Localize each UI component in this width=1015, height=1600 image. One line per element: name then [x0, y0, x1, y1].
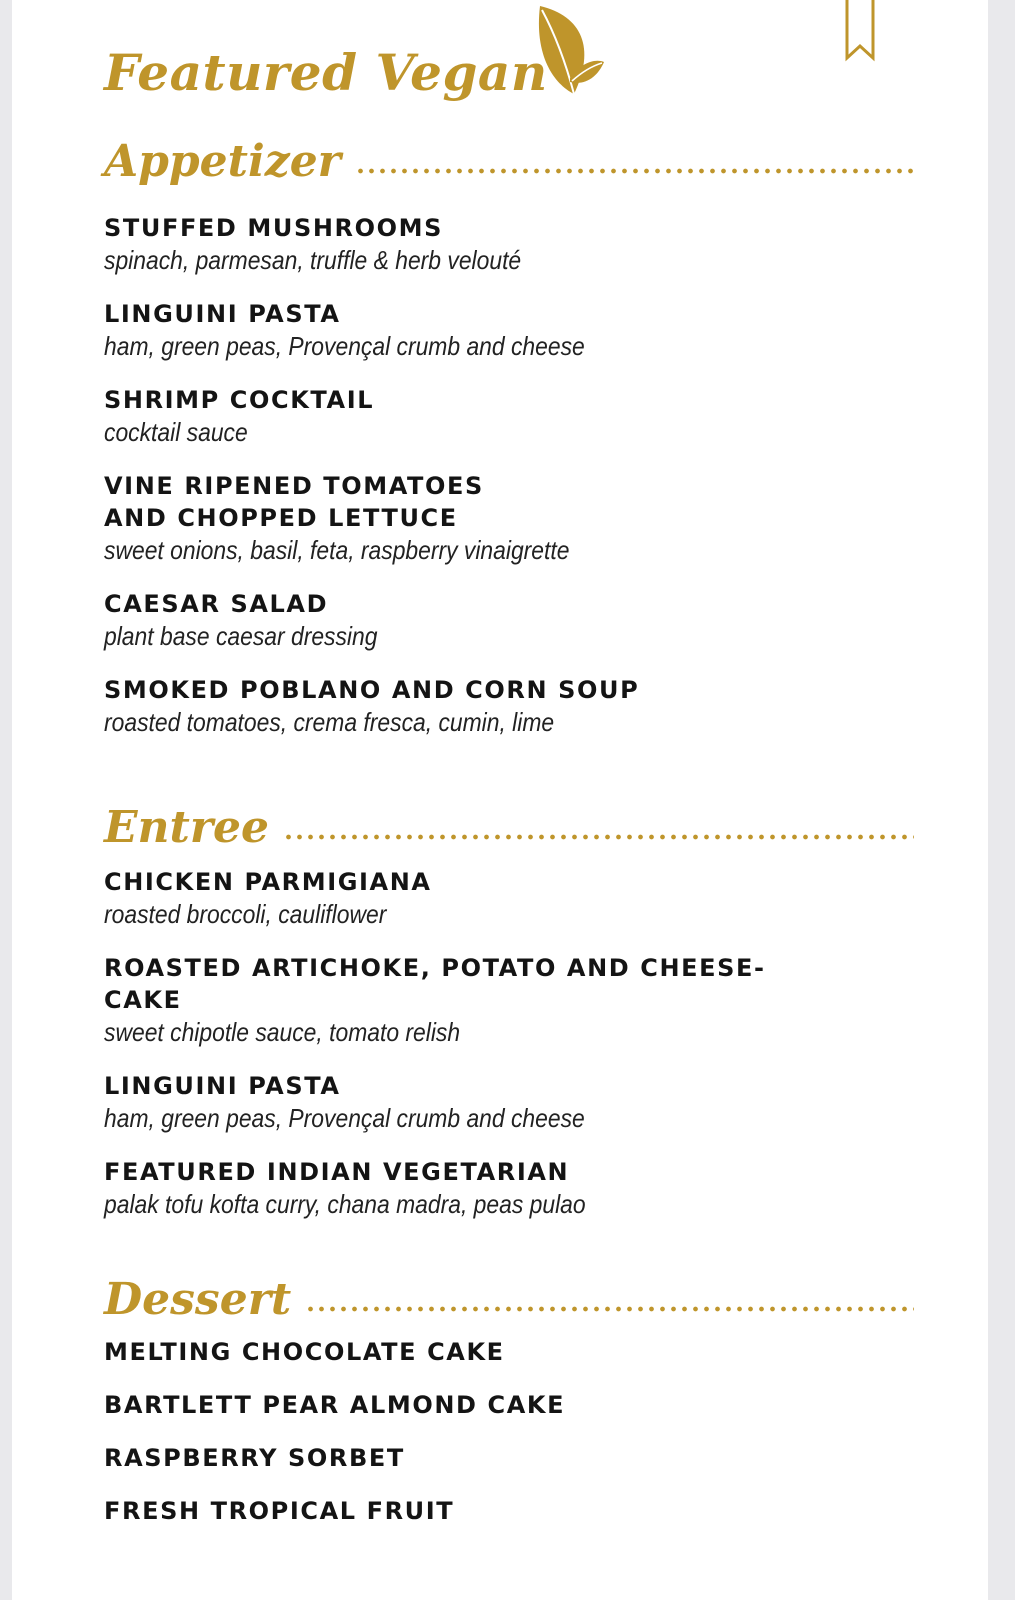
- item-description: roasted tomatoes, crema fresca, cumin, lime: [104, 707, 555, 737]
- menu-item: [104, 1156, 914, 1220]
- item-name: STUFFED MUSHROOMS: [104, 214, 444, 242]
- menu-item: [104, 1442, 914, 1474]
- item-name: SHRIMP COCKTAIL: [104, 386, 375, 414]
- bookmark-icon[interactable]: [844, 0, 876, 62]
- menu-item: [104, 470, 914, 566]
- menu-item: [104, 866, 914, 930]
- menu-item: [104, 212, 914, 276]
- menu-item: [104, 952, 914, 1048]
- item-name: LINGUINI PASTA: [104, 1072, 341, 1100]
- entree-section: [104, 802, 914, 1220]
- item-description: palak tofu kofta curry, chana madra, peas pulao: [104, 1189, 586, 1219]
- item-description: roasted broccoli, cauliflower: [104, 899, 387, 929]
- item-description: plant base caesar dressing: [104, 621, 378, 651]
- item-description: sweet onions, basil, feta, raspberry vinaigrette: [104, 535, 570, 565]
- entree-header: [104, 802, 914, 853]
- entree-list: [104, 866, 914, 1220]
- item-name: CAESAR SALAD: [104, 590, 329, 618]
- dessert-section: [104, 1274, 914, 1527]
- item-description: sweet chipotle sauce, tomato relish: [104, 1017, 461, 1047]
- appetizer-header: [104, 136, 914, 187]
- item-name: FRESH TROPICAL FRUIT: [104, 1497, 455, 1525]
- menu-item: [104, 674, 914, 738]
- item-name: FEATURED INDIAN VEGETARIAN: [104, 1158, 570, 1186]
- dessert-title: Dessert: [104, 1274, 292, 1325]
- item-description: spinach, parmesan, truffle & herb velouté: [104, 245, 522, 275]
- menu-item: [104, 1336, 914, 1368]
- menu-item: [104, 384, 914, 448]
- menu-item: [104, 298, 914, 362]
- dessert-list: [104, 1336, 914, 1527]
- menu-item: [104, 1070, 914, 1134]
- dotted-leader: [355, 168, 914, 174]
- item-name: CHICKEN PARMIGIANA: [104, 868, 432, 896]
- item-name: LINGUINI PASTA: [104, 300, 341, 328]
- menu-item: [104, 1389, 914, 1421]
- appetizer-section: [104, 136, 914, 738]
- item-name: MELTING CHOCOLATE CAKE: [104, 1338, 505, 1366]
- menu-page: [12, 0, 988, 1600]
- dotted-leader: [283, 834, 914, 840]
- item-name: VINE RIPENED TOMATOES AND CHOPPED LETTUCE: [104, 472, 484, 532]
- menu-title: Featured Vegan: [104, 43, 548, 102]
- item-description: ham, green peas, Provençal crumb and cheese: [104, 331, 585, 361]
- item-name: BARTLETT PEAR ALMOND CAKE: [104, 1391, 566, 1419]
- item-description: ham, green peas, Provençal crumb and cheese: [104, 1103, 585, 1133]
- menu-item: [104, 1495, 914, 1527]
- dotted-leader: [305, 1306, 914, 1312]
- menu-item: [104, 588, 914, 652]
- appetizer-list: [104, 212, 914, 738]
- item-name: SMOKED POBLANO AND CORN SOUP: [104, 676, 640, 704]
- dessert-header: [104, 1274, 914, 1325]
- item-name: RASPBERRY SORBET: [104, 1444, 405, 1472]
- item-description: cocktail sauce: [104, 417, 248, 447]
- item-name: ROASTED ARTICHOKE, POTATO AND CHEESE-CAKE: [104, 954, 766, 1014]
- appetizer-title: Appetizer: [104, 136, 341, 187]
- entree-title: Entree: [104, 802, 270, 853]
